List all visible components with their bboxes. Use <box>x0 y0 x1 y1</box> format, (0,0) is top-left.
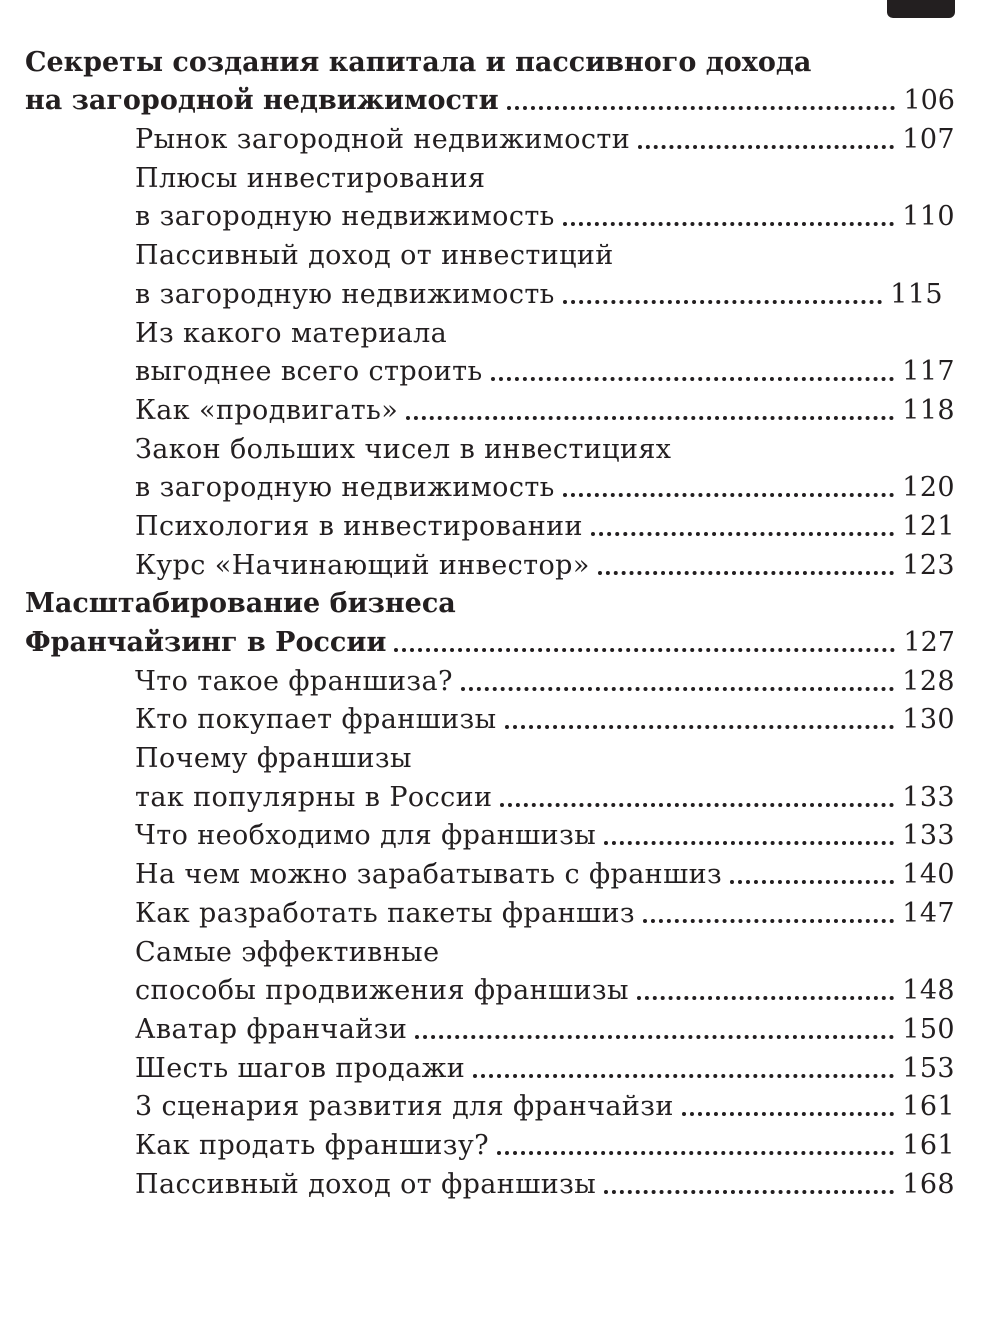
toc-entry-title: Аватар франчайзи <box>135 1013 408 1045</box>
toc-section-line <box>25 775 955 814</box>
toc-page-number: 110 <box>902 201 955 233</box>
toc-entry-title: в загородную недвижимость <box>135 472 555 504</box>
toc-section-line <box>25 504 955 543</box>
toc-entry-title: 3 сценария развития для франчайзи <box>135 1091 674 1123</box>
toc-section-line <box>25 1123 955 1162</box>
toc-entry-title: Из какого материала <box>135 317 448 349</box>
toc-section-line <box>25 350 955 389</box>
toc-entry-title: способы продвижения франшизы <box>135 975 629 1007</box>
toc-section-line <box>25 311 955 350</box>
toc-section-line <box>25 969 955 1008</box>
toc-section-line <box>25 466 955 505</box>
toc-dot-leader <box>563 493 894 497</box>
toc-entry-title: Плюсы инвестирования <box>135 162 486 194</box>
toc-entry-title: Психология в инвестировании <box>135 510 583 542</box>
toc-entry-title: Самые эффективные <box>135 936 440 968</box>
toc-section-line <box>25 272 955 311</box>
toc-entry-title: Что необходимо для франшизы <box>135 820 597 852</box>
toc-page-number: 148 <box>902 975 955 1007</box>
toc-dot-leader <box>604 841 894 845</box>
toc-page-number: 133 <box>902 820 955 852</box>
toc-entry-title: Как продать франшизу? <box>135 1129 490 1161</box>
toc-dot-leader <box>505 725 895 729</box>
toc-section-line <box>25 814 955 853</box>
toc-entry-title: Франчайзинг в России <box>25 627 387 658</box>
toc-page-number: 161 <box>902 1129 955 1161</box>
toc-dot-leader <box>730 880 894 884</box>
toc-dot-leader <box>497 1151 894 1155</box>
toc-entry-title: Как разработать пакеты франшиз <box>135 897 635 929</box>
toc-entry-title: Закон больших чисел в инвестициях <box>135 433 672 465</box>
toc-section-line <box>25 852 955 891</box>
toc-dot-leader <box>461 687 894 691</box>
toc-section-line <box>25 698 955 737</box>
toc-section-line <box>25 427 955 466</box>
toc-page-number: 123 <box>902 549 955 581</box>
toc-page-number: 153 <box>902 1052 955 1084</box>
toc-entry-title: Как «продвигать» <box>135 394 399 426</box>
toc-chapter-line <box>25 40 955 79</box>
toc-page-number: 106 <box>903 85 955 117</box>
toc-chapter-line <box>25 79 955 118</box>
toc-dot-leader <box>604 1190 894 1194</box>
toc-entry-title: Масштабирование бизнеса <box>25 588 456 620</box>
toc-entry-title: На чем можно зарабатывать с франшиз <box>135 859 723 891</box>
toc-entry-title: Курс «Начинающий инвестор» <box>135 549 590 581</box>
toc-dot-leader <box>563 300 882 304</box>
toc-page-number: 128 <box>902 665 955 697</box>
toc-section-line <box>25 195 955 234</box>
toc-entry-title: Что такое франшиза? <box>135 665 453 697</box>
toc-section-line <box>25 543 955 582</box>
toc-page-number: 121 <box>902 510 955 542</box>
toc-section-line <box>25 891 955 930</box>
toc-section-line <box>25 736 955 775</box>
toc-entry-title: Кто покупает франшизы <box>135 704 497 736</box>
toc-dot-leader <box>643 919 894 923</box>
toc-page-number: 107 <box>902 124 955 156</box>
toc-entry-title: в загородную недвижимость <box>135 278 555 310</box>
toc-page-number: 133 <box>902 781 955 813</box>
toc-dot-leader <box>682 1112 894 1116</box>
toc-section-line <box>25 1046 955 1085</box>
toc-section-line <box>25 156 955 195</box>
page-corner-tab <box>887 0 955 18</box>
toc-section-line <box>25 388 955 427</box>
toc-section-line <box>25 659 955 698</box>
toc-page-number: 115 <box>890 278 943 310</box>
toc-dot-leader <box>637 996 894 1000</box>
toc-entry-title: Секреты создания капитала и пассивного дохода <box>25 46 812 78</box>
toc-chapter-line <box>25 582 955 621</box>
toc-page-number: 150 <box>902 1013 955 1045</box>
toc-entry-title: Рынок загородной недвижимости <box>135 124 631 156</box>
toc-entry-title: Шесть шагов продажи <box>135 1052 466 1084</box>
toc-dot-leader <box>491 377 895 381</box>
toc-dot-leader <box>394 648 895 652</box>
toc-dot-leader <box>591 532 894 536</box>
toc-page-number: 117 <box>902 356 955 388</box>
toc-page-number: 130 <box>902 704 955 736</box>
toc-dot-leader <box>415 1035 894 1039</box>
toc-page-number: 127 <box>903 627 955 658</box>
toc-dot-leader <box>507 106 896 110</box>
toc-dot-leader <box>406 416 894 420</box>
toc-page-number: 168 <box>902 1168 955 1200</box>
toc-section-line <box>25 117 955 156</box>
toc-dot-leader <box>638 145 894 149</box>
toc-entry-title: выгоднее всего строить <box>135 356 483 388</box>
toc-section-line <box>25 1162 955 1201</box>
toc-section-line <box>25 1085 955 1124</box>
toc-dot-leader <box>563 222 894 226</box>
toc-page-number: 161 <box>902 1091 955 1123</box>
toc-entry-title: на загородной недвижимости <box>25 85 499 117</box>
table-of-contents <box>25 40 955 1201</box>
toc-page-number: 120 <box>902 472 955 504</box>
toc-entry-title: так популярны в России <box>135 781 493 813</box>
toc-entry-title: Почему франшизы <box>135 743 412 775</box>
toc-section-line <box>25 1007 955 1046</box>
toc-dot-leader <box>598 571 895 575</box>
toc-dot-leader <box>473 1074 894 1078</box>
toc-entry-title: Пассивный доход от инвестиций <box>135 240 614 272</box>
toc-chapter-line <box>25 620 955 659</box>
toc-entry-title: Пассивный доход от франшизы <box>135 1168 597 1200</box>
toc-page-number: 118 <box>902 394 955 426</box>
toc-dot-leader <box>500 803 894 807</box>
toc-entry-title: в загородную недвижимость <box>135 201 555 233</box>
toc-page-number: 147 <box>902 897 955 929</box>
toc-page-number: 140 <box>902 859 955 891</box>
toc-section-line <box>25 233 955 272</box>
toc-section-line <box>25 930 955 969</box>
